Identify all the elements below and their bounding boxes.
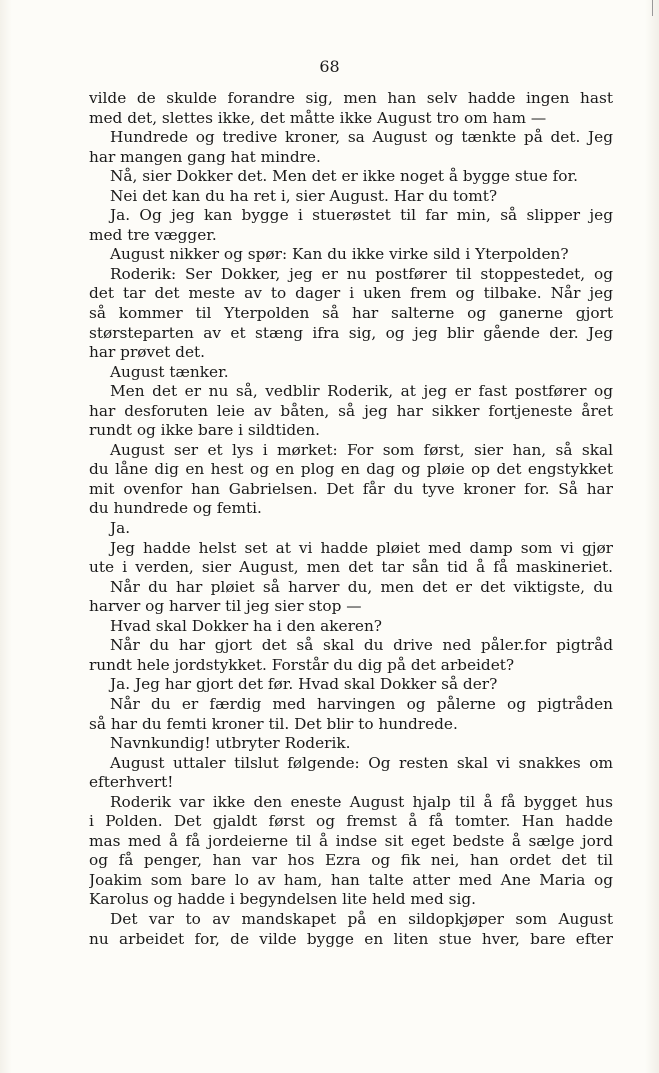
text-line: har desforuten leie av båten, så jeg har sikker fortjeneste året <box>89 401 613 420</box>
text-line: så kommer til Yterpolden så har salterne og ganerne gjort <box>89 304 613 323</box>
text-line: størsteparten av et stæng ifra sig, og jeg blir gående der. Jeg <box>89 323 613 342</box>
text-line: vilde de skulde forandre sig, men han selv hadde ingen hast <box>89 89 613 107</box>
page-number: 68 <box>319 57 340 76</box>
text-line: Nå, sier Dokker det. Men det er ikke noget å bygge stue for. <box>110 167 578 186</box>
text-line: rundt og ikke bare i sildtiden. <box>89 421 320 440</box>
text-line: i Polden. Det gjaldt først og fremst å få tomter. Han hadde <box>89 812 613 831</box>
text-line: Når du har gjort det så skal du drive ned påler.for pigtråd <box>110 636 613 655</box>
text-line: Hvad skal Dokker ha i den akeren? <box>110 616 382 635</box>
text-line: har mangen gang hat mindre. <box>89 147 321 166</box>
text-line: Roderik var ikke den eneste August hjalp til å få bygget hus <box>110 792 613 811</box>
text-line: du låne dig en hest og en plog en dag og pløie op det engstykket <box>89 460 613 479</box>
text-line: du hundrede og femti. <box>89 499 262 518</box>
text-line: med tre vægger. <box>89 225 217 244</box>
text-line: mas med å få jordeierne til å indse sit eget bedste å sælge jord <box>89 831 613 850</box>
text-line: Ja. Og jeg kan bygge i stuerøstet til far min, så slipper jeg <box>110 206 613 225</box>
text-line: Karolus og hadde i begyndelsen lite held med sig. <box>89 890 477 909</box>
text-line: harver og harver til jeg sier stop — <box>89 597 362 616</box>
text-line: det tar det meste av to dager i uken frem og tilbake. Når jeg <box>89 284 613 303</box>
text-line: Men det er nu så, vedblir Roderik, at jeg er fast postfører og <box>110 382 613 401</box>
text-line: nu arbeidet for, de vilde bygge en liten stue hver, bare efter <box>89 929 613 948</box>
text-line: Nei det kan du ha ret i, sier August. Har du tomt? <box>110 186 498 205</box>
text-line: Joakim som bare lo av ham, han talte atter med Ane Maria og <box>89 870 613 889</box>
text-line: Ja. Jeg har gjort det før. Hvad skal Dokker så der? <box>110 675 498 694</box>
text-line: Hundrede og tredive kroner, sa August og tænkte på det. Jeg <box>110 128 613 147</box>
text-line: Når du er færdig med harvingen og pålerne og pigtråden <box>110 694 613 713</box>
text-line: August nikker og spør: Kan du ikke virke sild i Yterpolden? <box>110 245 569 264</box>
text-line: Navnkundig! utbryter Roderik. <box>110 734 351 753</box>
text-line: med det, slettes ikke, det måtte ikke August tro om ham — <box>89 108 547 127</box>
text-line: Når du har pløiet så harver du, men det er det viktigste, du <box>110 577 613 596</box>
text-line: August tænker. <box>110 362 229 381</box>
text-line: og få penger, han var hos Ezra og fik nei, han ordet det til <box>89 851 613 870</box>
body-text <box>89 89 613 949</box>
text-line: ute i verden, sier August, men det tar sån tid å få maskineriet. <box>89 558 613 577</box>
page-edge-mark <box>652 0 653 16</box>
text-line: Ja. <box>110 519 131 538</box>
text-line: Jeg hadde helst set at vi hadde pløiet med damp som vi gjør <box>110 538 613 557</box>
text-line: August uttaler tilslut følgende: Og resten skal vi snakkes om <box>110 753 613 772</box>
text-line: efterhvert! <box>89 773 174 792</box>
text-line: mit ovenfor han Gabrielsen. Det får du tyve kroner for. Så har <box>89 479 613 498</box>
text-line: så har du femti kroner til. Det blir to hundrede. <box>89 714 458 733</box>
text-line: har prøvet det. <box>89 343 206 362</box>
text-line: Det var to av mandskapet på en sildopkjøper som August <box>110 909 613 928</box>
text-line: rundt hele jordstykket. Forstår du dig på det arbeidet? <box>89 655 515 674</box>
text-line: Roderik: Ser Dokker, jeg er nu postfører til stoppestedet, og <box>110 264 613 283</box>
text-line: August ser et lys i mørket: For som først, sier han, så skal <box>110 440 613 459</box>
